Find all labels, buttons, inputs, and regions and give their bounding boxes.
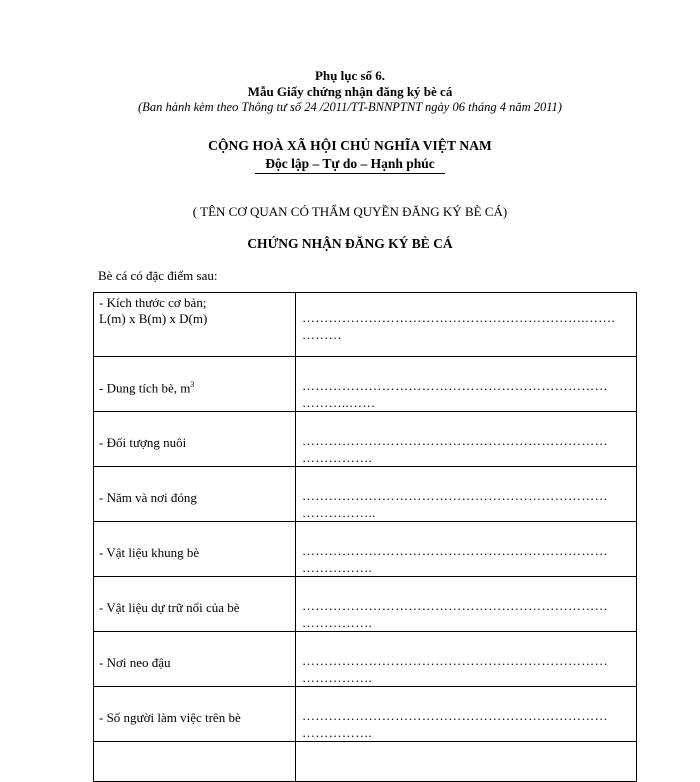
row-value-cell[interactable] [296, 632, 637, 687]
row-label: - Nơi neo đậu [99, 655, 171, 670]
row-label: - Đối tượng nuôi [99, 435, 187, 450]
dotted-line: …………………………………………………………… [302, 378, 608, 393]
table-row [94, 522, 637, 577]
row-value-cell[interactable] [296, 577, 637, 632]
table-row [94, 742, 637, 782]
row-value-cell[interactable] [296, 412, 637, 467]
agency-placeholder: ( TÊN CƠ QUAN CÓ THẨM QUYỀN ĐĂNG KÝ BÈ CÁ) [192, 204, 508, 219]
dotted-line-continuation: ………..…… [302, 395, 376, 410]
row-value-cell[interactable] [296, 293, 637, 357]
dotted-line-continuation: ……… [302, 327, 342, 342]
row-label-cell [94, 522, 296, 577]
row-label: - Vật liệu khung bè [99, 545, 200, 560]
motto-wrapper [0, 155, 700, 174]
row-label-cell [94, 357, 296, 412]
row-label: - Vật liệu dự trữ nổi của bè [99, 600, 240, 615]
table-row [94, 687, 637, 742]
dotted-line-continuation: ……………. [302, 450, 373, 465]
table-row [94, 577, 637, 632]
row-label-cell [94, 742, 296, 782]
row-value-cell[interactable] [296, 357, 637, 412]
dotted-line-continuation: ……………. [302, 615, 373, 630]
characteristics-table [93, 292, 637, 782]
dotted-line-continuation: ……………. [302, 725, 373, 740]
row-value-cell[interactable] [296, 742, 637, 782]
intro-text: Bè cá có đặc điểm sau: [98, 268, 218, 283]
row-label-cell [94, 293, 296, 357]
certificate-title: CHỨNG NHẬN ĐĂNG KÝ BÈ CÁ [247, 236, 453, 251]
dotted-line-continuation: …………….. [302, 505, 376, 520]
national-title: CỘNG HOÀ XÃ HỘI CHỦ NGHĨA VIỆT NAM [208, 138, 492, 153]
row-label-sub: L(m) x B(m) x D(m) [99, 311, 208, 326]
row-label-cell [94, 577, 296, 632]
table-row [94, 357, 637, 412]
row-label-cell [94, 467, 296, 522]
row-value-cell[interactable] [296, 687, 637, 742]
row-label-cell [94, 632, 296, 687]
form-title: Mẫu Giấy chứng nhận đăng ký bè cá [247, 84, 453, 99]
table-row [94, 412, 637, 467]
row-label: - Dung tích bè, m [99, 380, 191, 396]
dotted-line: …………………………………………………………… [302, 488, 608, 503]
table-row [94, 293, 637, 357]
dotted-line: ……………………………………………………….……. [302, 310, 615, 325]
dotted-line: …………………………………………………………… [302, 598, 608, 613]
national-motto: Độc lập – Tự do – Hạnh phúc [255, 156, 445, 174]
unit-superscript: 3 [190, 380, 195, 389]
row-value-cell[interactable] [296, 522, 637, 577]
table-row [94, 632, 637, 687]
dotted-line: …………………………………………………………… [302, 543, 608, 558]
dotted-line: …………………………………………………………… [302, 653, 608, 668]
row-label-cell [94, 687, 296, 742]
dotted-line: …………………………………………………………… [302, 708, 608, 723]
row-label-cell [94, 412, 296, 467]
dotted-line-continuation: ……………. [302, 560, 373, 575]
dotted-line: …………………………………………………………… [302, 433, 608, 448]
issuance-note: (Ban hành kèm theo Thông tư số 24 /2011/TT-BNNPTNT ngày 06 tháng 4 năm 2011) [138, 100, 562, 114]
row-label: - Năm và nơi đóng [99, 490, 197, 505]
dotted-line-continuation: ……………. [302, 670, 373, 685]
row-label: - Số người làm việc trên bè [99, 710, 241, 725]
table-row [94, 467, 637, 522]
appendix-label: Phụ lục số 6. [314, 68, 386, 83]
row-value-cell[interactable] [296, 467, 637, 522]
row-label: - Kích thước cơ bản; [99, 295, 207, 310]
